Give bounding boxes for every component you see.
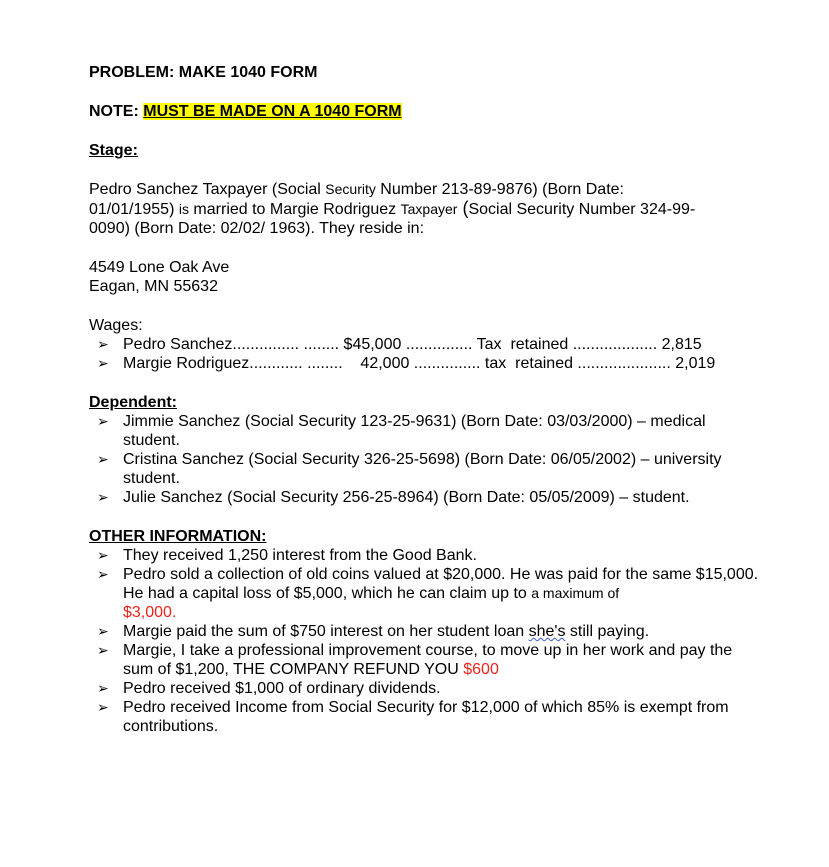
stage-text-6: Social Security Number 324-99-: [468, 201, 696, 218]
arrow-bullet-icon: ➢: [97, 451, 109, 467]
stage-text-2: Number 213-89-9876) (Born Date:: [375, 181, 624, 198]
other-text: Pedro received Income from Social Security for $12,000 of which 85% is exempt from contributions.: [123, 699, 729, 735]
red-amount: $600: [463, 661, 499, 678]
page-title: PROBLEM: MAKE 1040 FORM: [89, 64, 318, 81]
dependent-heading: Dependent:: [89, 394, 177, 411]
wage-name: Margie Rodriguez............ ........: [123, 355, 343, 372]
other-item: [89, 698, 759, 736]
dependent-list: [89, 412, 759, 507]
other-item: [89, 565, 759, 622]
stage-text-paren: (: [457, 198, 469, 218]
address-block: [89, 258, 759, 296]
stage-text-4-small: Taxpayer: [400, 201, 458, 217]
other-info-heading: OTHER INFORMATION:: [89, 528, 267, 545]
dependent-item: [89, 488, 759, 507]
stage-text-3: 01/01/1955): [89, 201, 179, 218]
other-text: Pedro received $1,000 of ordinary dividends.: [123, 680, 441, 697]
wage-tax: Tax retained ................... 2,815: [472, 336, 702, 353]
arrow-bullet-icon: ➢: [97, 547, 109, 563]
stage-paragraph: [89, 180, 759, 238]
document-page: [89, 63, 759, 736]
other-item: [89, 679, 759, 698]
other-text: Margie paid the sum of $750 interest on her student loan: [123, 623, 529, 640]
other-text: Margie, I take a professional improvement course, to move up in her work and pay the sum of $1,200, THE COMPANY REFUND YOU: [123, 642, 733, 678]
dependent-text: Cristina Sanchez (Social Security 326-25-5698) (Born Date: 06/05/2002) – university student.: [123, 451, 722, 487]
dependent-text: Julie Sanchez (Social Security 256-25-8964) (Born Date: 05/05/2009) – student.: [123, 489, 690, 506]
other-text: They received 1,250 interest from the Good Bank.: [123, 547, 477, 564]
spellcheck-word: she's: [528, 623, 566, 640]
other-text: Pedro sold a collection of old coins valued at $20,000. He was paid for the same $15,000. He had a capital loss of $5,000, which he can claim up to: [123, 566, 759, 602]
wages-label: Wages:: [89, 317, 143, 334]
arrow-bullet-icon: ➢: [97, 623, 109, 639]
other-item: [89, 546, 759, 565]
wage-amount: $45,000 ...............: [339, 336, 473, 353]
wage-tax: tax retained ..................... 2,019: [480, 355, 716, 372]
arrow-bullet-icon: ➢: [97, 642, 109, 658]
wage-name: Pedro Sanchez............... ........: [123, 336, 340, 353]
other-info-list: [89, 546, 759, 736]
dependent-text: Jimmie Sanchez (Social Security 123-25-9631) (Born Date: 03/03/2000) – medical student.: [123, 413, 706, 449]
note-label: NOTE:: [89, 103, 139, 120]
other-item: [89, 641, 759, 679]
other-item: [89, 622, 759, 641]
address-line-2: Eagan, MN 55632: [89, 278, 218, 295]
address-line-1: 4549 Lone Oak Ave: [89, 259, 230, 276]
stage-text-7: 0090) (Born Date: 02/02/ 1963). They reside in:: [89, 220, 425, 237]
red-amount: $3,000.: [123, 604, 177, 621]
stage-text-1-small: Security: [325, 181, 376, 197]
wages-list: [89, 335, 759, 373]
stage-text-3-small: is: [178, 201, 189, 217]
arrow-bullet-icon: ➢: [97, 489, 109, 505]
arrow-bullet-icon: ➢: [97, 336, 109, 352]
stage-text-1: Pedro Sanchez Taxpayer (Social: [89, 181, 326, 198]
stage-text-4: married to Margie Rodriguez: [188, 201, 401, 218]
arrow-bullet-icon: ➢: [97, 566, 109, 582]
stage-heading: Stage:: [89, 142, 138, 159]
arrow-bullet-icon: ➢: [97, 355, 109, 371]
other-text-small: a maximum of: [531, 585, 620, 601]
arrow-bullet-icon: ➢: [97, 680, 109, 696]
wage-row: [89, 335, 759, 354]
dependent-item: [89, 450, 759, 488]
wage-amount: 42,000 ...............: [342, 355, 481, 372]
note-line: [89, 102, 759, 121]
note-highlight: MUST BE MADE ON A 1040 FORM: [143, 103, 402, 120]
other-text: still paying.: [565, 623, 650, 640]
arrow-bullet-icon: ➢: [97, 699, 109, 715]
dependent-item: [89, 412, 759, 450]
arrow-bullet-icon: ➢: [97, 413, 109, 429]
wage-row: [89, 354, 759, 373]
